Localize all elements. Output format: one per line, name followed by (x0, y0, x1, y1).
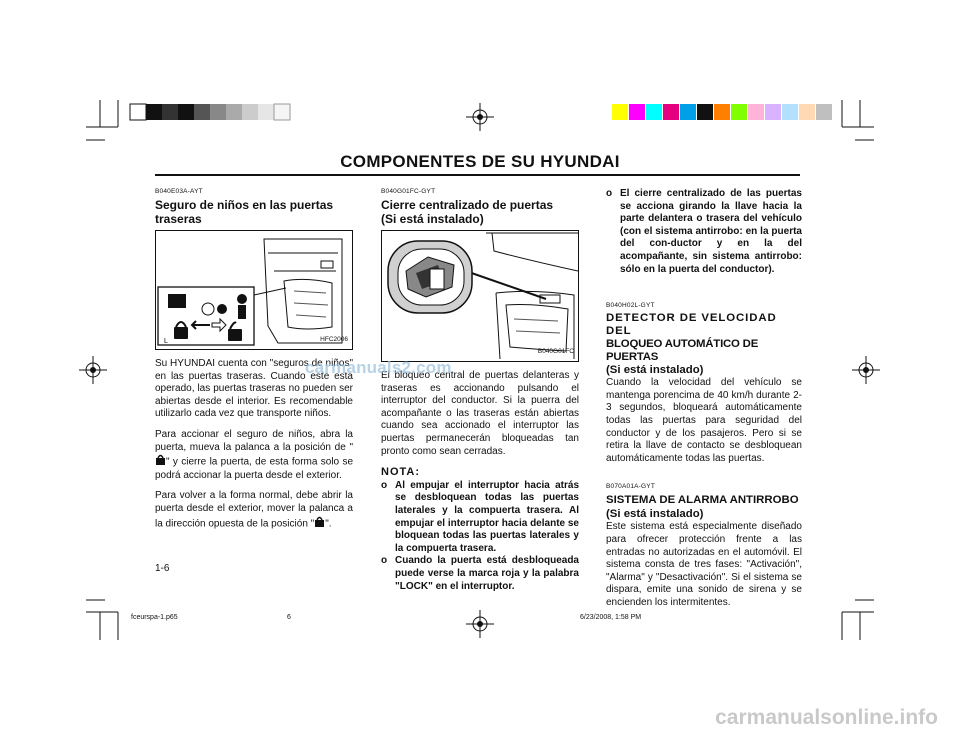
lock-icon (314, 516, 325, 532)
note-heading: NOTA: (381, 466, 421, 479)
door-illustration (156, 231, 352, 349)
door-switch-illustration (382, 231, 578, 361)
section-title: DETECTOR DE VELOCIDAD DEL BLOQUEO AUTOMÁTICO DE PUERTAS (Si está instalado) (606, 312, 777, 377)
color-swatch (714, 104, 731, 120)
watermark: carmanuals2.com (305, 358, 452, 377)
color-swatch (799, 104, 816, 120)
color-swatch (731, 104, 748, 120)
lock-icon (155, 454, 166, 470)
note-item: o El cierre centralizado de las puertas se acciona girando la llave hacia la parte delantera o trasera del vehículo (con el sistema antirrobo: en la puerta del con-ductor y en la del acompañante, sin sistema antirrobo: sólo en la puerta del conductor). (606, 188, 802, 275)
note-item: o Cuando la puerta está desbloqueada puede verse la marca roja y la palabra "LOCK" en el interruptor. (381, 555, 579, 592)
color-swatch (646, 104, 663, 120)
paragraph: Este sistema está especialmente diseñado para ofrecer protección frente a las entradas no autorizadas en el automóvil. El sistema consta de tres fases: "Activación", "Alarma" y "Desactivación". Si el sistema se dispara, emite una sonido de sirena y se encienden los intermitentes. (606, 521, 802, 608)
svg-text:L: L (164, 338, 168, 345)
color-swatch (663, 104, 680, 120)
paragraph: Para accionar el seguro de niños, abra la puerta, mueva la palanca a la posición de "" y cierre la puerta, de esta forma solo se podrá accionar la puerta desde el exterior. (155, 428, 353, 481)
footer-page: 6 (287, 614, 291, 621)
color-swatch (765, 104, 782, 120)
color-swatch (612, 104, 629, 120)
column-speed-lock-alarm (606, 188, 802, 617)
figure-label: B040G01FC (537, 348, 574, 356)
section-code: B040H02L-GYT (606, 302, 655, 310)
paragraph: El bloqueo central de puertas delanteras y traseras es accionando pulsando el interruptor del conductor. Si la puerra del acompañante o las traseras están abiertas cuando sea accionado el interruptor las puertas permanecerán bloqueadas tan pronto como sean cerradas. (381, 370, 579, 457)
column-central-lock (381, 188, 579, 593)
paragraph: Cuando la velocidad del vehículo se mantenga porencima de 40 km/h durante 2-3 segundos, bloqueará automáticamente todas las puertas para seguridad del conductor y de los pasajeros. Pero si se retira la llave de contacto se desbloquean automáticamente todas las puertas. (606, 377, 802, 464)
page-number: 1-6 (155, 563, 170, 574)
section-title: SISTEMA DE ALARMA ANTIRROBO (Si está instalado) (606, 494, 799, 521)
color-bar (612, 104, 833, 120)
footer-date: 6/23/2008, 1:58 PM (580, 614, 642, 621)
note-item: o Al empujar el interruptor hacia atrás se desbloquean todas las puertas laterales y la compuerta trasera. Al empujar el interruptor hacia delante se bloquean todas las puertas laterales y la compuerta trasera. (381, 479, 579, 554)
color-swatch (680, 104, 697, 120)
color-swatch (816, 104, 833, 120)
color-swatch (782, 104, 799, 120)
section-code: B070A01A-GYT (606, 483, 656, 491)
page-title: COMPONENTES DE SU HYUNDAI (340, 152, 620, 171)
grayscale-bar (130, 104, 290, 120)
registration-target-bottom (466, 610, 494, 638)
color-swatch (629, 104, 646, 120)
footer-file: fceurspa-1.p65 (131, 614, 178, 621)
section-code: B040E03A-AYT (155, 188, 203, 195)
figure-label: HFC2006 (320, 336, 348, 344)
registration-target-left (79, 356, 107, 384)
figure-central-lock (381, 230, 579, 362)
color-swatch (748, 104, 765, 120)
header-rule (155, 174, 800, 176)
paragraph: Su HYUNDAI cuenta con "seguros de niños" en las puertas traseras. Cuando este esta operado, las puertas traseras no pueden ser abiertas desde el interior. Es recomendable utilizarlo cada vez que transporte niños. (155, 358, 353, 420)
section-title: Seguro de niños en las puertas traseras (155, 198, 334, 226)
color-swatch (697, 104, 714, 120)
section-title: Cierre centralizado de puertas (Si está instalado) (381, 198, 554, 226)
paragraph: Para volver a la forma normal, debe abrir la puerta desde el exterior, mover la palanca a la dirección opuesta de la posición " ". (155, 490, 353, 531)
registration-target-top (466, 103, 494, 131)
registration-target-right (852, 356, 880, 384)
site-watermark: carmanualsonline.info (715, 706, 938, 729)
figure-child-lock (155, 230, 353, 350)
section-code: B040G01FC-GYT (381, 188, 436, 195)
